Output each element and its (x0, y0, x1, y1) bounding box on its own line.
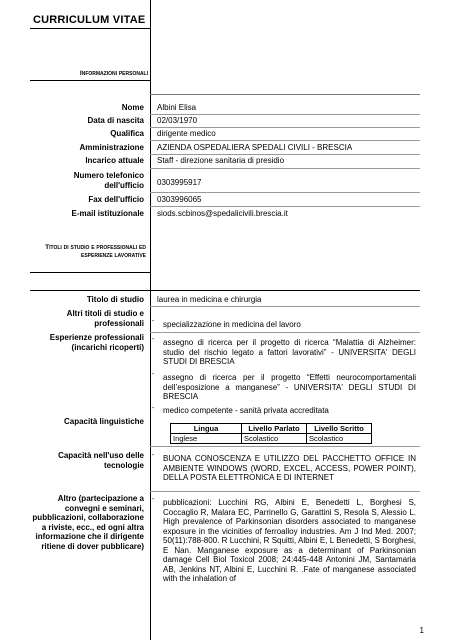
tecnologie-value: BUONA CONOSCENZA E UTILIZZO DEL PACCHETTO OFFICE IN AMBIENTE WINDOWS (WORD, EXCEL, ACCESS, POWER POINT), DELLA POSTA ELETTRONICA E DI INTERNET (163, 454, 416, 482)
bullet: - (152, 318, 155, 325)
section-education-heading: Titoli di studio e professionali ed esperienze lavorative (45, 244, 146, 259)
esperienze-label: Esperienze professionali (incarichi ricoperti) (49, 333, 144, 352)
lingue-header-parlato: Livello Parlato (242, 424, 307, 434)
titolo-studio-value: laurea in medicina e chirurgia (157, 295, 262, 304)
row-line (150, 332, 420, 333)
lingue-label: Capacità linguistiche (63, 417, 144, 426)
esperienze-item-3: medico competente - sanità privata accreditata (163, 406, 329, 415)
bullet: - (152, 405, 155, 412)
incarico-label: Incarico attuale (85, 156, 144, 165)
bullet: - (152, 371, 155, 378)
fax-value: 0303996065 (157, 195, 202, 204)
page-number: 1 (419, 626, 424, 635)
row-line (150, 446, 420, 447)
esperienze-item-1: assegno di ricerca per il progetto di ricerca “Malattia di Alzheimer: studio del rischio legato a fattori lavorativi” - UNIVERSITA' DEGLI STUDI DI BRESCIA (163, 338, 416, 366)
fax-label: Fax dell'ufficio (88, 195, 144, 204)
column-divider (150, 0, 151, 640)
telefono-value: 0303995917 (157, 178, 202, 187)
qualifica-value: dirigente medico (157, 129, 216, 138)
incarico-value: Staff - direzione sanitaria di presidio (157, 156, 285, 165)
row-line (150, 206, 420, 207)
row-line (150, 114, 420, 115)
lingue-cell: Scolastico (242, 434, 307, 444)
row-line (150, 168, 420, 169)
altri-titoli-value: specializzazione in medicina del lavoro (163, 320, 301, 329)
altro-label: Altro (partecipazione a convegni e seminari, pubblicazioni, collaborazione a riviste, ecc., ed ogni altra informazione che il dirigente ritiene di dover pubblicare) (32, 494, 144, 551)
telefono-label: Numero telefonico dell'ufficio (73, 171, 144, 190)
bullet: - (152, 496, 155, 503)
data-nascita-label: Data di nascita (87, 116, 144, 125)
amministrazione-value: AZIENDA OSPEDALIERA SPEDALI CIVILI - BRESCIA (157, 143, 353, 152)
lingue-header-scritto: Livello Scritto (307, 424, 372, 434)
bullet: - (152, 452, 155, 459)
row-line (150, 491, 420, 492)
row-top-line (30, 290, 420, 291)
altro-value: pubblicazioni: Lucchini RG, Albini E, Benedetti L, Borghesi S, Coccaglio R, Malara EC, Parrinello G, Garattini S, Resola S, Alessio L. High prevalence of Parkinsonian disorders associated to manganese exposure in the vicinities of ferroalloy industries. Am J Ind Med. 2007; 50(11):788-800. R Lucchini, R Squitti, Albini E, L Benedetti, S Borghesi, E Nan. Manganese exposure as a determinant of Parkinsonian damage Cell Biol Toxicol 2008; 24:445-448 Antonini JM, Santamaria AB, Jenkins NT, Albini E, Lucchini R. .Fate of manganese associated with the inhalation of (163, 498, 416, 583)
altri-titoli-label: Altri titoli di studio e professionali (66, 309, 144, 328)
amministrazione-label: Amministrazione (79, 143, 144, 152)
esperienze-item-2: assegno di ricerca per il progetto “Effetti neurocomportamentali dell’esposizione a manganese” - UNIVERSITA' DEGLI STUDI DI BRESCIA (163, 373, 416, 401)
page-title: CURRICULUM VITAE (33, 14, 146, 26)
section-divider (30, 80, 151, 81)
row-line (150, 140, 420, 141)
row-line (150, 192, 420, 193)
data-nascita-value: 02/03/1970 (157, 116, 198, 125)
lingue-table (170, 423, 372, 444)
title-underline (30, 28, 150, 29)
nome-label: Nome (121, 103, 144, 112)
row-line (150, 154, 420, 155)
section-personal-heading: Informazioni personali (79, 70, 148, 77)
row-top-line (150, 94, 420, 95)
lingue-cell: Scolastico (307, 434, 372, 444)
section-divider (30, 272, 151, 273)
row-line (150, 306, 420, 307)
email-value: siods.scbinos@spedalicivili.brescia.it (157, 209, 288, 218)
nome-value: Albini Elisa (157, 103, 197, 112)
titolo-studio-label: Titolo di studio (86, 295, 144, 304)
bullet: - (152, 336, 155, 343)
email-label: E-mail istituzionale (71, 209, 144, 218)
row-line (150, 127, 420, 128)
tecnologie-label: Capacità nell'uso delle tecnologie (58, 451, 144, 470)
qualifica-label: Qualifica (110, 129, 144, 138)
lingue-header-lingua: Lingua (171, 424, 242, 434)
lingue-cell: Inglese (171, 434, 242, 444)
